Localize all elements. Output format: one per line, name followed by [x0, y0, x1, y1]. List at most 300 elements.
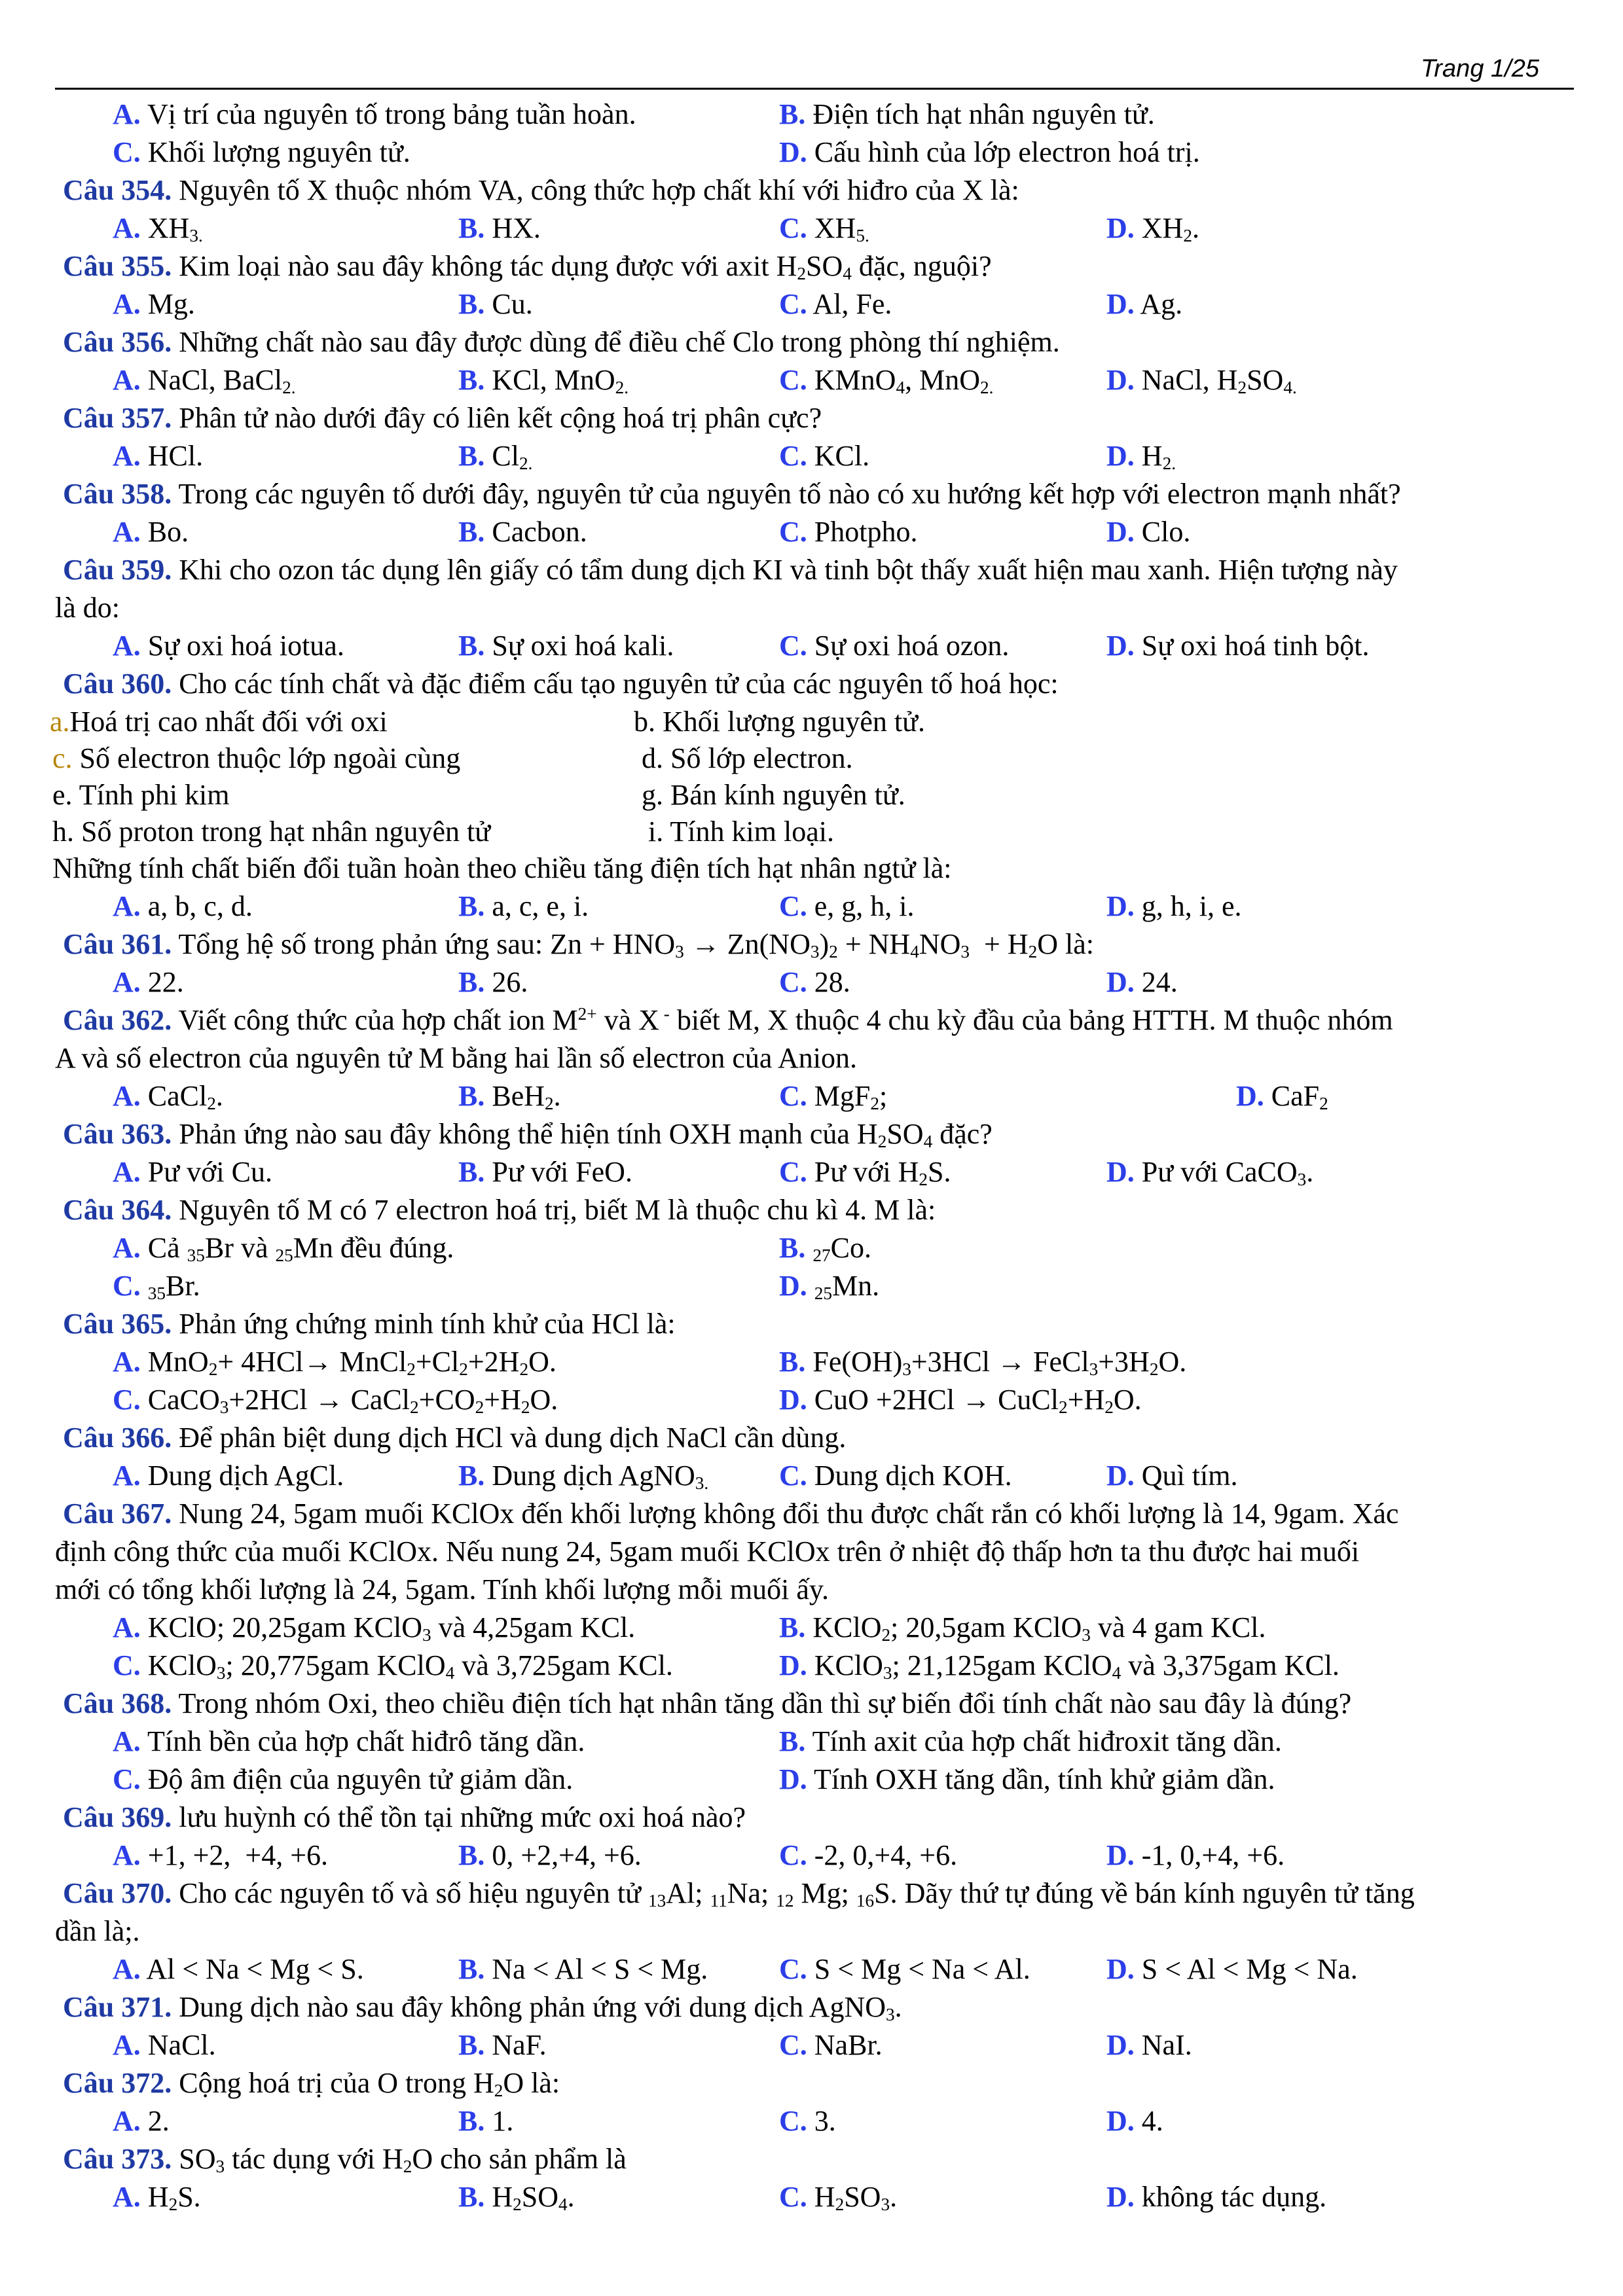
segment-body: Dung dịch KOH. — [807, 1460, 1012, 1492]
option-label: B. — [458, 1080, 485, 1112]
answer-option — [113, 627, 344, 665]
answer-option — [779, 209, 869, 247]
segment-body: Pư với CaCO$_3$. — [1134, 1156, 1314, 1189]
answer-option — [779, 1343, 1186, 1381]
answer-option — [779, 285, 892, 323]
segment-body: d. Số lớp electron. — [642, 742, 853, 774]
segment-body: Pư với Cu. — [140, 1156, 272, 1188]
text-line — [0, 1761, 1623, 1799]
segment-body: S < Al < Mg < Na. — [1134, 1953, 1358, 1985]
answer-option — [458, 888, 589, 925]
answer-option — [779, 1647, 1340, 1685]
segment-body: g, h, i, e. — [1134, 890, 1242, 922]
segment-body: 0, +2,+4, +6. — [484, 1839, 642, 1871]
segment-body: Dung dịch AgCl. — [140, 1460, 344, 1492]
answer-option — [1106, 1837, 1285, 1874]
answer-option — [458, 361, 629, 399]
question-text — [63, 475, 1401, 513]
text-line — [0, 1419, 1623, 1457]
answer-option — [113, 1153, 272, 1191]
answer-option — [458, 1077, 561, 1115]
segment-body: $H_2S$. — [140, 2181, 201, 2214]
option-label: D. — [1106, 1953, 1135, 1985]
segment-body: a, b, c, d. — [140, 890, 253, 922]
option-label: A. — [113, 2029, 141, 2061]
answer-option — [113, 437, 203, 475]
option-label: C. — [779, 440, 807, 472]
segment-body: Cấu hình của lớp electron hoá trị. — [807, 136, 1200, 168]
segment-body: HX. — [484, 212, 541, 244]
segment-body: b. Khối lượng nguyên tử. — [634, 706, 925, 738]
answer-option — [113, 1343, 556, 1381]
segment-body: a, c, e, i. — [484, 890, 589, 922]
option-label: A. — [113, 1232, 141, 1264]
option-label: A. — [113, 516, 141, 548]
segment-body: i. Tính kim loại. — [648, 816, 834, 848]
segment-body: $SO_3$ tác dụng với $H_2O$ cho sản phẩm là — [172, 2143, 627, 2176]
text-segment — [642, 776, 905, 814]
text-line — [0, 776, 1623, 814]
answer-option — [458, 513, 587, 551]
option-label: B. — [458, 1156, 485, 1188]
answer-option — [779, 1077, 887, 1115]
segment-body: Nung 24, 5gam muối KClOx đến khối lượng không đổi thu được chất rắn có khối lượng là 14, 9gam. Xác — [172, 1498, 1399, 1530]
text-line — [0, 2178, 1623, 2216]
segment-body: 3. — [807, 2105, 836, 2137]
answer-option — [779, 437, 869, 475]
option-label: C. — [779, 630, 807, 662]
text-line — [0, 513, 1623, 551]
question-text — [63, 1988, 902, 2026]
option-label: A. — [113, 1346, 141, 1378]
segment-body: 28. — [807, 966, 850, 998]
answer-option — [779, 513, 917, 551]
answer-option — [1106, 888, 1242, 925]
segment-body: NaBr. — [807, 2029, 883, 2061]
text-segment — [52, 813, 490, 851]
segment-body: mới có tổng khối lượng là 24, 5gam. Tính khối lượng mỗi muối ấy. — [55, 1573, 829, 1605]
segment-body: KClO$_2$; 20,5gam KClO$_3$ và 4 gam KCl. — [805, 1611, 1266, 1645]
text-line — [0, 2026, 1623, 2064]
segment-body: Cho các nguyên tố và số hiệu nguyên tử $_{13}$Al; $_{11}$Na; $_{12}$ Mg; $_{16}$S. Dãy thứ tự đúng về bán kính nguyên tử tăng — [172, 1877, 1415, 1910]
header-divider — [55, 88, 1574, 90]
segment-body: KCl. — [807, 440, 870, 472]
answer-option — [113, 1723, 585, 1761]
question-number: Câu 368. — [63, 1687, 172, 1719]
text-line — [0, 323, 1623, 361]
segment-body: Điện tích hạt nhân nguyên tử. — [805, 98, 1155, 130]
option-label: B. — [458, 2029, 485, 2061]
text-line — [0, 963, 1623, 1001]
text-line — [0, 1305, 1623, 1343]
segment-body: dần là;. — [55, 1915, 140, 1947]
segment-body: Khi cho ozon tác dụng lên giấy có tẩm dung dịch KI và tinh bột thấy xuất hiện mau xanh. Hiện tượng này — [172, 554, 1398, 586]
question-text — [63, 1874, 1415, 1912]
option-label: D. — [1106, 440, 1135, 472]
text-line — [0, 437, 1623, 475]
segment-body: lưu huỳnh có thể tồn tại những mức oxi hoá nào? — [172, 1801, 746, 1833]
option-label: D. — [1106, 966, 1135, 998]
answer-option — [113, 888, 253, 925]
text-line — [0, 813, 1623, 851]
option-label: C. — [779, 2181, 807, 2213]
segment-body: Cacbon. — [484, 516, 587, 548]
question-text — [63, 1495, 1398, 1533]
text-line — [0, 627, 1623, 665]
segment-body: S < Mg < Na < Al. — [807, 1953, 1030, 1985]
question-number: Câu 358. — [63, 478, 172, 510]
option-label: B. — [458, 890, 485, 922]
option-label: B. — [458, 2181, 485, 2213]
text-line — [0, 740, 1623, 778]
question-number: Câu 364. — [63, 1194, 172, 1226]
segment-body: CuO $+2HCl \to CuCl_2+H_2O$. — [807, 1384, 1142, 1417]
segment-body: Nguyên tố X thuộc nhóm VA, công thức hợp chất khí với hiđro của X là: — [172, 174, 1019, 206]
option-label: D. — [779, 1270, 807, 1302]
question-number: Câu 365. — [63, 1308, 172, 1340]
property-item — [50, 703, 388, 741]
text-segment — [55, 1533, 1359, 1571]
text-line — [0, 1837, 1623, 1874]
segment-body: Phản ứng chứng minh tính khử của HCl là: — [172, 1308, 676, 1340]
segment-body: Tính bền của hợp chất hiđrô tăng dần. — [140, 1725, 585, 1757]
segment-body: KClO$_3$; 21,125gam KClO$_4$ và 3,375gam KCl. — [807, 1649, 1340, 1683]
answer-option — [779, 888, 915, 925]
text-line — [0, 665, 1623, 703]
text-line — [0, 247, 1623, 285]
option-label: D. — [779, 1763, 807, 1795]
question-text — [63, 1799, 746, 1837]
answer-option — [113, 963, 184, 1001]
text-segment — [55, 1571, 829, 1609]
answer-option — [113, 1837, 328, 1874]
option-label: D. — [1106, 2181, 1135, 2213]
segment-body: Cu. — [484, 288, 533, 320]
answer-option — [113, 134, 410, 171]
segment-body: NaCl. — [140, 2029, 216, 2061]
text-line — [0, 2140, 1623, 2178]
option-label: A. — [113, 2181, 141, 2213]
segment-body: BeH$_2$. — [484, 1080, 561, 1113]
segment-body: Hoá trị cao nhất đối với oxi — [69, 706, 388, 738]
answer-option — [113, 361, 296, 399]
text-line — [0, 1457, 1623, 1495]
answer-option — [1106, 2026, 1192, 2064]
answer-option — [458, 1837, 642, 1874]
option-label: C. — [113, 1270, 141, 1302]
segment-body: Sự oxi hoá tinh bột. — [1134, 630, 1370, 662]
text-line — [0, 1191, 1623, 1229]
option-label: C. — [113, 1649, 141, 1681]
answer-option — [458, 2178, 575, 2216]
answer-option — [779, 963, 850, 1001]
question-number: Câu 363. — [63, 1118, 172, 1150]
answer-option — [1106, 209, 1199, 247]
question-number: Câu 373. — [63, 2143, 172, 2175]
answer-option — [113, 1609, 635, 1647]
segment-body: NaI. — [1134, 2029, 1192, 2061]
option-label: B. — [779, 1346, 806, 1378]
answer-option — [1236, 1077, 1328, 1115]
question-text — [63, 665, 1059, 703]
text-line — [0, 551, 1623, 589]
question-number: Câu 357. — [63, 402, 172, 434]
segment-body: e. Tính phi kim — [52, 779, 230, 811]
option-label: D. — [1106, 2029, 1135, 2061]
answer-option — [113, 1267, 200, 1305]
segment-body: $Cl_{2.}$ — [484, 440, 533, 473]
question-number: Câu 362. — [63, 1004, 172, 1036]
segment-body: Độ âm điện của nguyên tử giảm dần. — [140, 1763, 574, 1795]
option-label: B. — [779, 98, 806, 130]
answer-option — [779, 1950, 1030, 1988]
segment-body: $H_{2.}$ — [1134, 440, 1176, 473]
option-label: B. — [458, 1460, 485, 1492]
segment-body: Kim loại nào sau đây không tác dụng được với axit $H_2SO_4$ đặc, nguội? — [172, 250, 992, 283]
option-label: C. — [779, 364, 807, 396]
option-label: A. — [113, 1156, 141, 1188]
answer-option — [1106, 627, 1370, 665]
question-text — [63, 1191, 936, 1229]
segment-body: +1, +2, +4, +6. — [140, 1839, 329, 1871]
option-label: C. — [779, 1460, 807, 1492]
answer-option — [458, 1950, 708, 1988]
segment-body: Khối lượng nguyên tử. — [140, 136, 410, 168]
answer-option — [113, 2178, 201, 2216]
segment-body: Cộng hoá trị của O trong $H_2O$ là: — [172, 2067, 560, 2100]
option-label: A. — [113, 364, 141, 396]
option-label: C. — [779, 1839, 807, 1871]
option-label: D. — [779, 1649, 807, 1681]
segment-body: e, g, h, i. — [807, 890, 915, 922]
segment-body: định công thức của muối KClOx. Nếu nung 24, 5gam muối KClOx trên ở nhiệt độ thấp hơn ta thu được hai muối — [55, 1535, 1360, 1568]
question-number: Câu 354. — [63, 174, 172, 206]
segment-body: Pư với FeO. — [484, 1156, 632, 1188]
answer-option — [458, 285, 533, 323]
option-label: C. — [779, 890, 807, 922]
segment-body: $_{35}$Br. — [147, 1270, 200, 1303]
answer-option — [113, 209, 203, 247]
segment-body: Những chất nào sau đây được dùng để điều chế Clo trong phòng thí nghiệm. — [172, 326, 1060, 358]
answer-option — [113, 2026, 216, 2064]
segment-body: không tác dụng. — [1134, 2181, 1327, 2213]
option-label: A. — [113, 2105, 141, 2137]
option-label: A. — [113, 1080, 141, 1112]
answer-option — [113, 1077, 223, 1115]
segment-body: g. Bán kính nguyên tử. — [642, 779, 905, 811]
property-item — [52, 740, 460, 778]
option-label: D. — [1106, 364, 1135, 396]
segment-body: Cả $_{35}$Br và $_{25}$Mn đều đúng. — [140, 1232, 454, 1265]
segment-body: $H_2SO_4$. — [484, 2181, 575, 2214]
text-segment — [634, 703, 925, 741]
text-line — [0, 1381, 1623, 1419]
option-label: C. — [113, 136, 141, 168]
option-label: C. — [779, 2029, 807, 2061]
answer-option — [113, 513, 189, 551]
segment-body: Tính OXH tăng dần, tính khử giảm dần. — [807, 1763, 1275, 1795]
segment-body: $XH_2$. — [1134, 212, 1199, 245]
segment-body: CaF$_2$ — [1264, 1080, 1328, 1113]
segment-body: Để phân biệt dung dịch HCl và dung dịch NaCl cần dùng. — [172, 1422, 847, 1454]
option-label: B. — [779, 1232, 806, 1264]
segment-body: -1, 0,+4, +6. — [1134, 1839, 1285, 1871]
answer-option — [458, 2102, 513, 2140]
question-number: Câu 372. — [63, 2067, 172, 2099]
option-label: B. — [779, 1611, 806, 1643]
text-line — [0, 1988, 1623, 2026]
option-label: D. — [1106, 1839, 1135, 1871]
text-segment — [648, 813, 834, 851]
text-line — [0, 888, 1623, 925]
question-text — [63, 1001, 1393, 1039]
option-label: C. — [779, 288, 807, 320]
option-label: A. — [113, 966, 141, 998]
answer-option — [1106, 1153, 1313, 1191]
option-label: A. — [113, 890, 141, 922]
text-line — [0, 2102, 1623, 2140]
answer-option — [1106, 1457, 1237, 1495]
segment-body: 2. — [140, 2105, 170, 2137]
answer-option — [113, 1381, 558, 1419]
answer-option — [779, 627, 1009, 665]
text-line — [0, 1153, 1623, 1191]
option-label: A. — [113, 98, 141, 130]
question-text — [63, 2140, 627, 2178]
text-line — [0, 285, 1623, 323]
text-segment — [52, 776, 230, 814]
answer-option — [113, 1457, 344, 1495]
text-line — [0, 1001, 1623, 1039]
option-label: A. — [113, 1839, 141, 1871]
question-number: Câu 355. — [63, 250, 172, 282]
option-label: D. — [1106, 288, 1135, 320]
option-label: D. — [1106, 1460, 1135, 1492]
text-line — [0, 209, 1623, 247]
answer-option — [113, 96, 636, 134]
text-line — [0, 1912, 1623, 1950]
answer-option — [113, 1950, 364, 1988]
segment-body: $H_2SO_3$. — [807, 2181, 898, 2214]
answer-option — [779, 1723, 1282, 1761]
option-label: D. — [1106, 212, 1135, 244]
segment-body: Dung dịch AgNO$_{3.}$ — [484, 1460, 709, 1493]
option-label: B. — [458, 1839, 485, 1871]
question-number: Câu 369. — [63, 1801, 172, 1833]
segment-body: Na < Al < S < Mg. — [484, 1953, 708, 1985]
segment-body: MgF$_2$; — [807, 1080, 888, 1113]
question-text — [63, 2064, 560, 2102]
answer-option — [779, 1609, 1266, 1647]
answer-option — [1106, 2102, 1163, 2140]
segment-body: NaCl, BaCl$_{2.}$ — [140, 364, 296, 397]
segment-body: Photpho. — [807, 516, 918, 548]
option-label: C. — [779, 966, 807, 998]
text-segment — [642, 740, 853, 778]
option-label: A. — [113, 630, 141, 662]
segment-body: HCl. — [140, 440, 204, 472]
answer-option — [458, 209, 541, 247]
option-label: B. — [458, 1953, 485, 1985]
answer-option — [1106, 285, 1182, 323]
question-number: Câu 359. — [63, 554, 172, 586]
segment-body: NaF. — [484, 2029, 547, 2061]
property-letter: c. — [52, 742, 73, 774]
option-label: D. — [779, 136, 807, 168]
text-segment — [52, 850, 951, 888]
segment-body: 1. — [484, 2105, 514, 2137]
segment-body: là do: — [55, 592, 120, 624]
segment-body: NaCl, $H_2SO_{4.}$ — [1134, 364, 1297, 397]
segment-body: Ag. — [1134, 288, 1183, 320]
answer-option — [779, 96, 1155, 134]
option-label: A. — [113, 1611, 141, 1643]
text-line — [0, 475, 1623, 513]
segment-body: Phân tử nào dưới đây có liên kết cộng hoá trị phân cực? — [172, 402, 822, 434]
option-label: D. — [1106, 630, 1135, 662]
segment-body: 4. — [1134, 2105, 1163, 2137]
text-line — [0, 1571, 1623, 1609]
question-text — [63, 399, 822, 437]
answer-option — [458, 627, 674, 665]
segment-body: Số electron thuộc lớp ngoài cùng — [72, 742, 461, 774]
segment-body: Clo. — [1134, 516, 1191, 548]
option-label: C. — [779, 1156, 807, 1188]
segment-body: $XH_{5.}$ — [807, 212, 869, 245]
segment-body: KClO$_3$; 20,775gam KClO$_4$ và 3,725gam KCl. — [140, 1649, 673, 1683]
option-label: D. — [1106, 890, 1135, 922]
question-text — [63, 1305, 676, 1343]
option-label: C. — [779, 2105, 807, 2137]
text-line — [0, 96, 1623, 134]
answer-option — [1106, 2178, 1326, 2216]
segment-body: 26. — [484, 966, 528, 998]
answer-option — [779, 1153, 951, 1191]
option-label: D. — [1106, 516, 1135, 548]
text-line — [0, 171, 1623, 209]
segment-body: Những tính chất biến đổi tuần hoàn theo chiều tăng điện tích hạt nhân ngtử là: — [52, 852, 952, 884]
option-label: B. — [458, 630, 485, 662]
segment-body: h. Số proton trong hạt nhân nguyên tử — [52, 816, 491, 848]
answer-option — [113, 1761, 573, 1799]
text-line — [0, 1609, 1623, 1647]
option-label: A. — [113, 1953, 141, 1985]
question-text — [63, 551, 1398, 589]
answer-option — [458, 437, 532, 475]
option-label: C. — [779, 516, 807, 548]
question-number: Câu 360. — [63, 668, 172, 700]
option-label: D. — [1106, 2105, 1135, 2137]
answer-option — [458, 2026, 547, 2064]
segment-body: Cho các tính chất và đặc điểm cấu tạo nguyên tử của các nguyên tố hoá học: — [172, 668, 1059, 700]
segment-body: Al < Na < Mg < S. — [140, 1953, 364, 1985]
question-text — [63, 247, 992, 285]
segment-body: Trong nhóm Oxi, theo chiều điện tích hạt nhân tăng dần thì sự biến đổi tính chất nào sau đây là đúng? — [172, 1687, 1352, 1719]
option-label: A. — [113, 1460, 141, 1492]
segment-body: $MnO_2+ 4HCl\to MnCl_2+Cl_2+2H_2O$. — [140, 1346, 556, 1379]
answer-option — [1106, 437, 1176, 475]
option-label: C. — [113, 1384, 141, 1416]
question-text — [63, 171, 1019, 209]
answer-option — [458, 1153, 632, 1191]
text-segment — [55, 1039, 857, 1077]
text-line — [0, 1077, 1623, 1115]
option-label: B. — [458, 288, 485, 320]
property-letter: a. — [50, 706, 70, 738]
answer-option — [779, 2026, 883, 2064]
option-label: B. — [458, 966, 485, 998]
segment-body: Sự oxi hoá iotua. — [140, 630, 344, 662]
